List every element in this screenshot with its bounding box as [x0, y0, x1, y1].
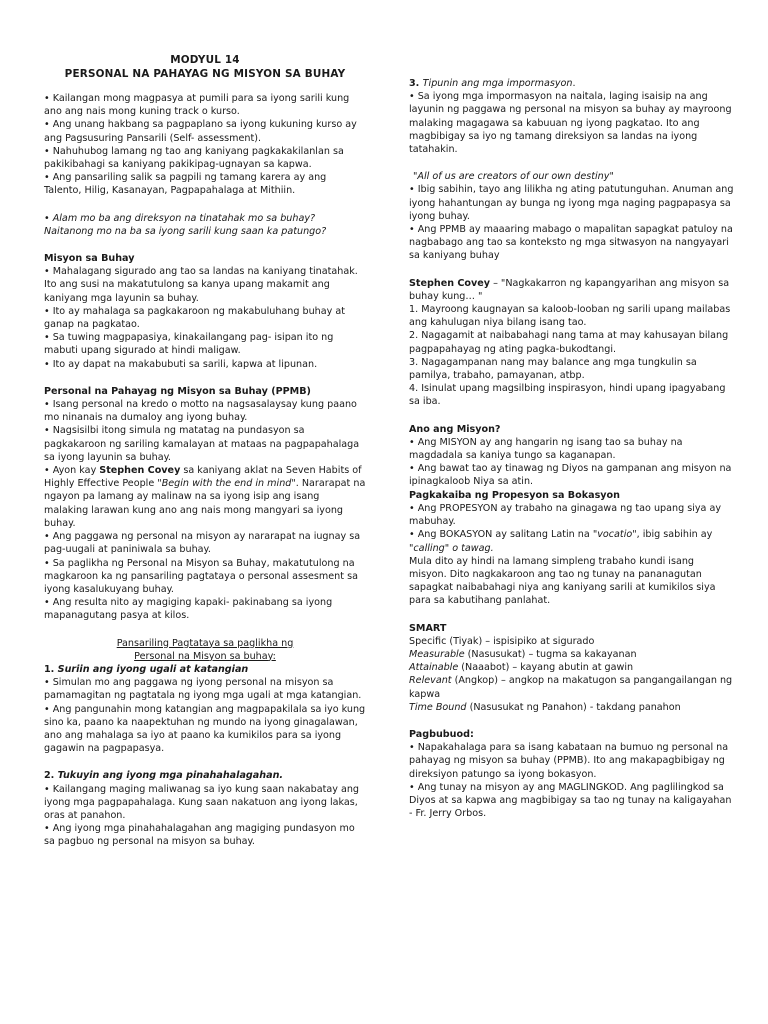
destiny-quote: "All of us are creators of our own destiny" [413, 171, 614, 183]
intro-item: • Ang pansariling salik sa pagpili ng tamang karera ay ang Talento, Hilig, Kasanayan, Pagpapahalaga at Mithiin. [44, 172, 327, 197]
misyon-item: • Ito ay dapat na makabubuti sa sarili, kapwa at lipunan. [44, 358, 318, 370]
ano-item: • Ang bawat tao ay tinawag ng Diyos na gampanan ang misyon na ipinagkaloob Niya sa atin. [409, 463, 732, 488]
smart-item [409, 635, 734, 648]
bokasyon-item [409, 528, 734, 554]
misyon-item: • Sa tuwing magpapasiya, kinakailangang pag- isipan ito ng mabuti upang sigurado at hindi maligaw. [44, 332, 334, 357]
intro-item: • Kailangan mong magpasya at pumili para sa iyong sarili kung ano ang nais mong kuning track o kurso. [44, 93, 350, 118]
step-1-item: • Ang pangunahin mong katangian ang magpapakilala sa iyo kung sino ka, paano ka naapektuhan ng mundo na iyong ginagalawan, ano ang mahalaga sa iyo at paano ka kumikilos para sa iyong gagawin na pagpapasya. [44, 703, 366, 755]
smart-item [409, 701, 734, 714]
step-2-heading [44, 769, 366, 782]
bokasyon-vocatio: "vocatio" [592, 529, 637, 541]
covey-power-text: – "Nagkakarron ng kapangyarihan ang misyon sa buhay kung… " [409, 277, 730, 302]
bokasyon-pre: • Ang BOKASYON ay salitang Latin na [409, 529, 593, 541]
covey-power-item: 4. Isinulat upang magsilbing inspirasyon, hindi upang ipagyabang sa iba. [409, 383, 726, 408]
smart-item [409, 661, 734, 674]
smart-item [409, 648, 734, 661]
ppmb-item: • Ang resulta nito ay magiging kapaki- pakinabang sa iyong mapanagutang pasya at kilos. [44, 597, 333, 622]
intro-item: • Nahuhubog lamang ng tao ang kaniyang pagkakakilanlan sa pakikibahagi sa kaniyang pakikipag-ugnayan sa kapwa. [44, 145, 344, 171]
module-number: MODYUL 14 [170, 54, 240, 66]
quote-item: • Ang PPMB ay maaaring mabago o mapalitan sapagkat patuloy na nagbabago ang tao sa konteksto ng mga sitwasyon na nangyayari sa kaniyang buhay [409, 224, 733, 262]
smart-term: Attainable [409, 662, 459, 674]
step-2-number: 2. [44, 770, 58, 782]
smart-item [409, 674, 734, 700]
covey-mid: sa kaniyang aklat na Seven Habits of Highly Effective People [44, 465, 362, 490]
step-3-item: • Sa iyong mga impormasyon na naitala, laging isaisip na ang layunin ng paggawa ng personal na misyon sa buhay ay mayroong malaking magagawa sa kabuuan ng iyong pagkatao. Ito ang magbibigay sa iyo ng tamang direksiyon sa landas na iyong tatahakin. [409, 91, 732, 156]
bokasyon-explanation: Mula dito ay hindi na lamang simpleng trabaho kundi isang misyon. Dito nagkakaroon ang tao ng tunay na pananagutan sapagkat naibabahagi niya ang kaniyang sarili at kumikilos siya para sa kabutihang panlahat. [409, 555, 716, 607]
smart-definition: (Tiyak) – ispisipiko at sigurado [446, 635, 595, 647]
ppmb-item: • Nagsisilbi itong simula ng matatag na pundasyon sa pagkakaroon ng sariling kamalayan at mataas na pagpapahalaga sa iyong layunin sa buhay. [44, 425, 360, 463]
misyon-item: • Mahalagang sigurado ang tao sa landas na kaniyang tinatahak. Ito ang susi na makatutulong sa kanya upang makamit ang kaniyang mga layunin sa buhay. [44, 266, 358, 304]
step-2-item: • Kailangang maging maliwanag sa iyo kung saan nakabatay ang iyong mga pagpapahalaga. Kung saan nakatuon ang iyong lakas, oras at panahon. [44, 783, 360, 821]
smart-definition: (Nasusukat) – tugma sa kakayanan [464, 648, 637, 660]
pagbubuod-heading: Pagbubuod: [409, 728, 474, 740]
covey-power-item: 2. Nagagamit at naibabahagi nang tama at may kahusayan bilang pagpapahayag ng ating pagka-bukodtangi. [409, 330, 729, 355]
misyon-item: • Ito ay mahalaga sa pagkakaroon ng makabuluhang buhay at ganap na pagkatao. [44, 305, 345, 331]
covey-item [44, 464, 366, 530]
bokasyon-calling: "calling" o tawag. [409, 542, 494, 554]
covey-post: . Nararapat na ngayon pa lamang ay malinaw na sa iyong isip ang isang malaking larawan kung ano ang nais mong mangyari sa iyong buhay. [44, 478, 366, 529]
right-column [409, 0, 734, 820]
document-title [44, 53, 366, 81]
smart-term: Measurable [409, 648, 465, 660]
ppmb-item: • Isang personal na kredo o motto na nagsasalaysay kung paano mo ninanais na dumaloy ang iyong buhay. [44, 399, 357, 424]
ppmb-heading: Personal na Pahayag ng Misyon sa Buhay (PPMB) [44, 385, 311, 397]
covey-power-item: 1. Mayroong kaugnayan sa kaloob-looban ng sarili upang mailabas ang kahulugan niya bilang isang tao. [409, 304, 731, 329]
step-2-item: • Ang iyong mga pinahahalagahan ang magiging pundasyon mo sa pagbuo ng personal na misyon sa buhay. [44, 823, 355, 848]
covey-name: Stephen Covey [99, 465, 181, 477]
smart-definition: (Naaabot) – kayang abutin at gawin [458, 662, 634, 674]
smart-term: Specific [409, 635, 447, 647]
propesyon-item: • Ang PROPESYON ay trabaho na ginagawa ng tao upang siya ay mabuhay. [409, 502, 722, 528]
pagbubuod-item: • Ang tunay na misyon ay ang MAGLINGKOD. Ang paglilingkod sa Diyos at sa kapwa ang magbibigay sa tao ng tunay na kaligayahan - Fr. Jerry Orbos. [409, 781, 732, 820]
step-1-item: • Simulan mo ang paggawa ng iyong personal na misyon sa pamamagitan ng pagtatala ng iyong mga ugali at mga katangian. [44, 677, 362, 702]
pagbubuod-item: • Napakahalaga para sa isang kabataan na bumuo ng personal na pahayag ng misyon sa buhay (PPMB). Ito ang makapagbibigay ng direksiyon patungo sa iyong bokasyon. [409, 742, 729, 780]
smart-definition: (Nasusukat ng Panahon) - takdang panahon [466, 701, 681, 713]
quote-item: • Ibig sabihin, tayo ang lilikha ng ating patutunguhan. Anuman ang iyong hahantungan ay bunga ng iyong mga naging pagpapasya sa iyong buhay. [409, 184, 734, 222]
step-2-title: Tukuyin ang iyong mga pinahahalagahan. [57, 770, 284, 782]
pagkakaiba-heading: Pagkakaiba ng Propesyon sa Bokasyon [409, 489, 620, 501]
smart-term: Time Bound [409, 701, 467, 713]
covey-power-name: Stephen Covey [409, 277, 491, 289]
module-title: PERSONAL NA PAHAYAG NG MISYON SA BUHAY [64, 68, 346, 80]
smart-heading: SMART [409, 622, 447, 634]
ano-ang-misyon-heading: Ano ang Misyon? [409, 423, 501, 435]
covey-power-heading [409, 277, 734, 303]
step-1-title: Suriin ang iyong ugali at katangian [57, 663, 249, 675]
step-1-number: 1. [44, 663, 58, 675]
bokasyon-mid: , ibig sabihin ay [636, 529, 713, 541]
ppmb-item: • Sa paglikha ng Personal na Misyon sa Buhay, makatutulong na magkaroon ka ng pansariling pagtataya o personal assesment sa iyong kasalukuyang buhay. [44, 557, 358, 595]
step-3-heading: 3. Tipunin ang mga impormasyon. [409, 78, 576, 89]
covey-power-item: 3. Nagagampanan nang may balance ang mga tungkulin sa pamilya, trabaho, pamayanan, atbp. [409, 356, 697, 382]
smart-definition: (Angkop) – angkop na makatugon sa pangangailangan ng kapwa [409, 675, 733, 700]
covey-quote: "Begin with the end in mind" [157, 478, 296, 490]
ppmb-item: • Ang paggawa ng personal na misyon ay nararapat na iugnay sa pag-uugali at paniniwala sa buhay. [44, 531, 361, 556]
step-1-heading [44, 663, 366, 676]
covey-pre: • Ayon kay [44, 465, 100, 477]
smart-term: Relevant [409, 675, 452, 687]
ano-item: • Ang MISYON ay ang hangarin ng isang tao sa buhay na magdadala sa kaniya tungo sa kaganapan. [409, 436, 683, 462]
pansarili-heading-line2: Personal na Misyon sa buhay: [134, 650, 276, 662]
left-column [44, 0, 366, 849]
misyon-heading: Misyon sa Buhay [44, 253, 135, 265]
reflection-question: • Alam mo ba ang direksyon na tinatahak mo sa buhay? Naitanong mo na ba sa iyong sarili kung saan ka patungo? [44, 212, 327, 237]
step-3-title: Tipunin ang mga impormasyon [422, 78, 573, 89]
intro-item: • Ang unang hakbang sa pagpaplano sa iyong kukuning kurso ay ang Pagsusuring Pansarili (Self- assessment). [44, 119, 357, 144]
pansarili-heading-line1: Pansariling Pagtataya sa paglikha ng [116, 637, 294, 649]
step-3-number: 3. [409, 78, 423, 89]
